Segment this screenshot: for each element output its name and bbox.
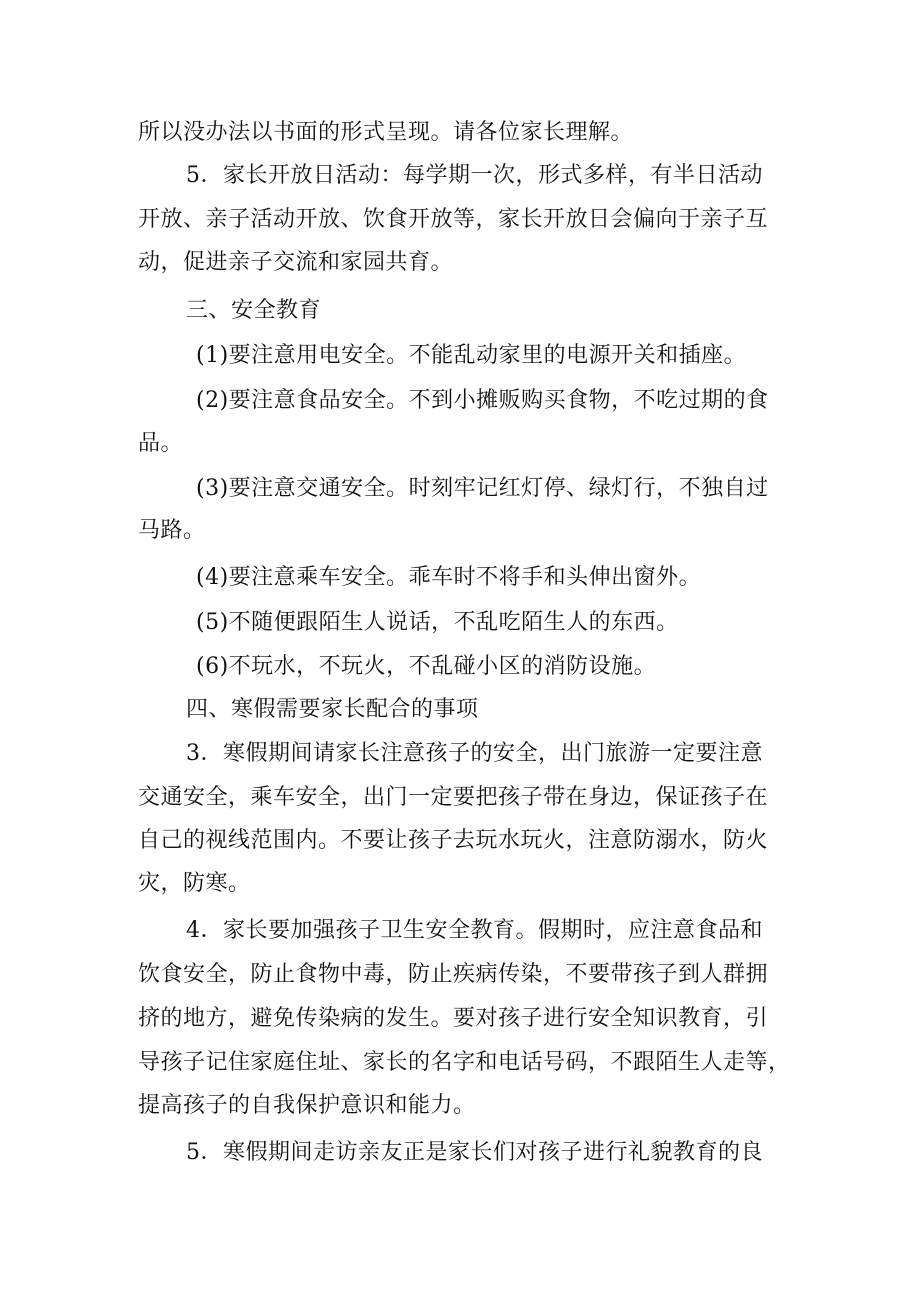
text-line: (4)要注意乘车安全。乖车时不将手和头伸出窗外。 <box>196 565 702 590</box>
text-line: (6)不玩水，不玩火，不乱碰小区的消防设施。 <box>196 654 657 679</box>
text-line: 饮食安全，防止食物中毒，防止疾病传染，不要带孩子到人群拥 <box>138 962 769 987</box>
text-line: 所以没办法以书面的形式呈现。请各位家长理解。 <box>138 120 634 145</box>
text-line: (5)不随便跟陌生人说话，不乱吃陌生人的东西。 <box>196 610 679 635</box>
text-line: 5．寒假期间走访亲友正是家长们对孩子进行礼貌教育的良 <box>186 1140 763 1165</box>
text-line: 提高孩子的自我保护意识和能力。 <box>138 1093 476 1118</box>
text-line: (3)要注意交通安全。时刻牢记红灯停、绿灯行，不独自过 <box>196 476 769 501</box>
section-heading: 三、安全教育 <box>186 298 322 323</box>
text-line: 交通安全，乘车安全，出门一定要把孩子带在身边，保证孩子在 <box>138 785 769 810</box>
text-line: (2)要注意食品安全。不到小摊贩购买食物，不吃过期的食 <box>196 388 769 413</box>
text-line: 自己的视线范围内。不要让孩子去玩水玩火，注意防溺水，防火 <box>138 828 769 853</box>
text-line: (1)要注意用电安全。不能乱动家里的电源开关和插座。 <box>196 343 747 368</box>
text-line: 马路。 <box>138 518 206 543</box>
text-line: 挤的地方，避免传染病的发生。要对孩子进行安全知识教育，引 <box>138 1006 769 1031</box>
text-line: 灾，防寒。 <box>138 871 251 896</box>
text-line: 导孩子记住家庭住址、家长的名字和电话号码，不跟陌生人走等， <box>138 1050 791 1075</box>
text-line: 4．家长要加强孩子卫生安全教育。假期时，应注意食品和 <box>186 918 763 943</box>
section-heading: 四、寒假需要家长配合的事项 <box>186 697 479 722</box>
text-line: 品。 <box>138 431 184 456</box>
text-line: 3．寒假期间请家长注意孩子的安全，出门旅游一定要注意 <box>186 741 763 766</box>
text-line: 开放、亲子活动开放、饮食开放等，家长开放日会偏向于亲子互 <box>138 207 769 232</box>
text-line: 5．家长开放日活动：每学期一次，形式多样，有半日活动 <box>186 163 763 188</box>
text-line: 动，促进亲子交流和家园共育。 <box>138 250 454 275</box>
